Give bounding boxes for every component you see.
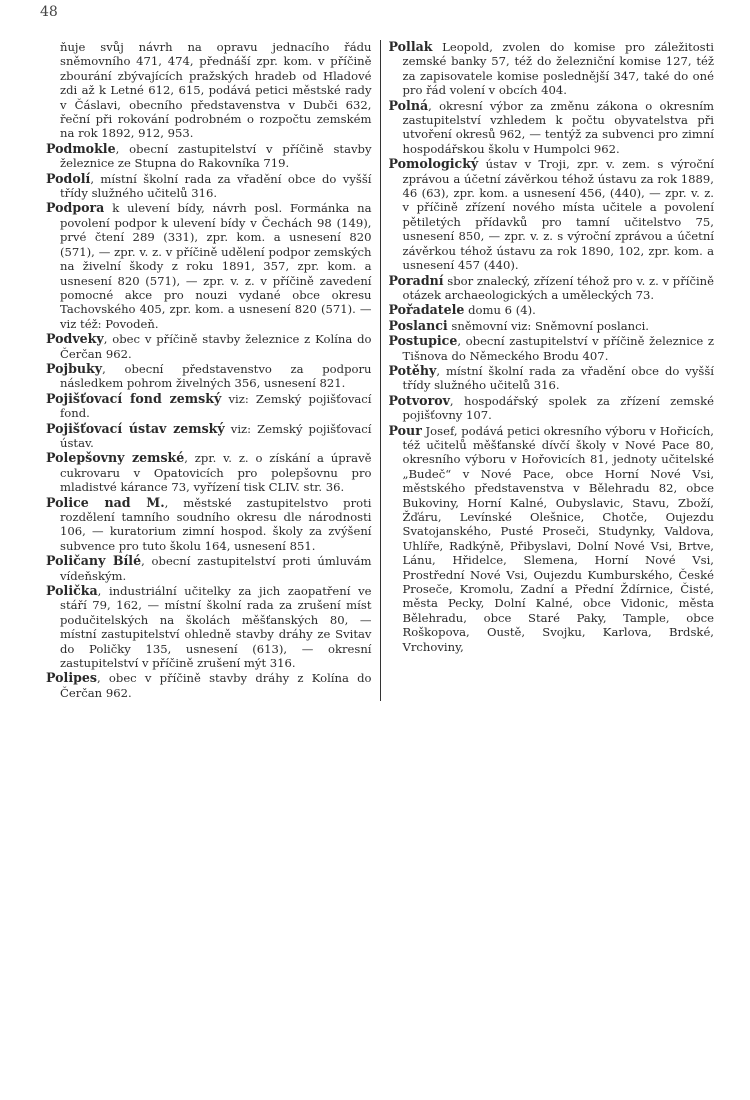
index-entry (389, 319, 715, 333)
entry-headword: Podmokle (46, 140, 116, 156)
entry-headword: Podveky (46, 331, 104, 347)
entry-headword: Potěhy (388, 362, 437, 378)
entry-text: , hospodářský spolek za zřízení zemské pojišťovny 107. (402, 393, 714, 423)
index-entry (46, 584, 372, 670)
entry-headword: Podolí (46, 170, 91, 186)
index-entry (389, 334, 715, 363)
entry-text: domu 6 (4). (464, 303, 536, 318)
index-entry (46, 142, 372, 171)
entry-headword: Pojišťovací fond zemský (46, 390, 222, 406)
entry-headword: Pojbuky (46, 360, 103, 376)
index-columns (40, 40, 720, 701)
entry-text: , obecní zastupitelství v příčině železnice z Tišnova do Německého Brodu 407. (402, 334, 714, 363)
index-entry (46, 451, 372, 494)
entry-text: ústav v Troji, zpr. v. zem. s výroční zprávou a účetní závěrkou téhož ústavu za rok 1889, 46 (63), zpr. kom. a usnesení 456, (440), — zpr. v. z. v příčině zřízení nového místa učitele a povolení pětiletých přídavků pro tamní učitelstvo 75, usnesení 850, — zpr. v. z. s výroční zprávou a účetní závěrkou téhož ústavu za rok 1890, 102, zpr. kom. a usnesení 457 (440). (402, 157, 714, 273)
entry-text: , industriální učitelky za jich zaopatření ve stáří 79, 162, — místní školní rada za zrušení míst podučitelských na školách měšťanských 80, — místní zastupitelství ohledně stavby dráhy ze Svitav do Poličky 135, usnesení (613), — okresní zastupitelství v příčině zrušení mýt 316. (60, 584, 372, 671)
entry-headword: Polička (46, 583, 98, 599)
index-entry (46, 392, 372, 421)
entry-text: , obec v příčině stavby dráhy z Kolína do Čerčan 962. (60, 671, 372, 700)
entry-headword: Police nad M. (46, 494, 165, 510)
index-entry (46, 332, 372, 361)
entry-text: , obec v příčině stavby železnice z Kolína do Čerčan 962. (60, 332, 372, 361)
index-entry (389, 424, 715, 655)
entry-text: , obecní zastupitelství proti úmluvám vídeňským. (60, 554, 372, 583)
entry-headword: Poličany Bílé (46, 553, 142, 569)
index-entry (46, 671, 372, 700)
entry-text: , místní školní rada za vřadění obce do vyšší třídy služného učitelů 316. (60, 171, 372, 201)
entry-text: viz: Zemský pojišťovací fond. (60, 391, 372, 421)
index-entry (46, 40, 372, 141)
index-entry (46, 422, 372, 451)
entry-headword: Polipes (46, 670, 98, 686)
entry-headword: Pojišťovací ústav zemský (46, 420, 225, 436)
index-entry (389, 99, 715, 157)
entry-text: sbor znalecký, zřízení téhož pro v. z. v příčině otázek archaeologických a uměleckých 73. (402, 273, 714, 302)
entry-headword: Potvorov (388, 392, 450, 408)
entry-headword: Pour (388, 422, 422, 438)
index-entry (46, 362, 372, 391)
index-entry (389, 274, 715, 303)
entry-text: , obecní zastupitelství v příčině stavby železnice ze Stupna do Rakovníka 719. (60, 141, 372, 171)
entry-headword: Poslanci (388, 317, 448, 333)
entry-text: , obecní představenstvo za podporu následkem pohrom živelných 356, usnesení 821. (60, 361, 372, 391)
index-entry (389, 40, 715, 98)
index-entry (389, 364, 715, 393)
entry-text: sněmovní viz: Sněmovní poslanci. (447, 318, 649, 333)
entry-text: k ulevení bídy, návrh posl. Formánka na povolení podpor k ulevení bídy v Čechách 98 (149), prvé čtení 289 (331), zpr. kom. a usnesení 820 (571), — zpr. v. z. v příčině udělení podpor zemských na živelní škody z roku 1891, 357, zpr. kom. a usnesení 820 (571), — zpr. v. z. v příčině zavedení pomocné akce pro nouzi vydané obce okresu Tachovského 405, zpr. kom. a usnesení 820 (571). — viz též: Povodeň. (60, 201, 372, 331)
index-entry (46, 554, 372, 583)
index-entry (46, 201, 372, 331)
index-entry (389, 157, 715, 272)
entry-text: , místní školní rada za vřadění obce do vyšší třídy služného učitelů 316. (402, 363, 714, 393)
left-column (40, 40, 380, 701)
entry-headword: Poradní (388, 272, 444, 288)
entry-text: Josef, podává petici okresního výboru v Hořicích, též učitelů měšťanské dívčí školy v Nové Pace 80, okresního výboru v Hořovicích 81, jednoty učitelské „Budeč“ v Nové Pace, obce Horní Nové Vsi, městského představenstva v Bělehradu 82, obce Bukoviny, Horní Kalné, Oubyslavic, Stavu, Zboží, Žďáru, Levínské Olešnice, Chotče, Oujezdu Svatojanského, Pusté Proseči, Studynky, Valdova, Uhlíře, Radkýně, Přibyslavi, Dolní Nové Vsi, Brtve, Lánu, Hřidelce, Slemena, Horní Nové Vsi, Prostřední Nové Vsi, Oujezdu Kumburského, České Proseče, Kromolu, Zadní a Přední Ždírnice, Čisté, města Pecky, Dolní Kalné, obce Vidonic, města Bělehradu, obce Staré Paky, Tample, obce Roškopova, Oustě, Svojku, Karlova, Brdské, Vrchoviny, (402, 423, 714, 654)
entry-headword: Pollak (388, 39, 433, 54)
index-entry (46, 172, 372, 201)
entry-headword: Polná (388, 97, 429, 113)
entry-text: , městské zastupitelstvo proti rozdělení tamního soudního okresu dle národnosti 106, — kuratorium zimní hospod. školy za zvýšení subvence pro tuto školu 164, usnesení 851. (60, 495, 372, 553)
right-column (380, 40, 721, 701)
entry-text: viz: Zemský pojišťovací ústav. (60, 421, 372, 450)
entry-headword: Pořadatele (388, 302, 465, 318)
index-entry (389, 394, 715, 423)
entry-headword: Postupice (388, 333, 458, 349)
entry-headword: Polepšovny zemské (46, 450, 185, 466)
entry-text: , zpr. v. z. o získání a úpravě cukrovaru v Opatovicích pro polepšovnu pro mladistvé kárance 73, vyřízení tisk CLIV. str. 36. (60, 451, 372, 495)
entry-headword: Pomologický (388, 156, 479, 172)
entry-text: ňuje svůj návrh na opravu jednacího řádu sněmovního 471, 474, přednáší zpr. kom. v příčině zbourání zbývajících pražských hradeb od Hladové zdi až k Letné 612, 615, podává petici městské rady v Čáslavi, obecního představenstva v Dubči 632, řeční při rokování podrobném o rozpočtu zemském na rok 1892, 912, 953. (60, 40, 372, 141)
page-number: 48 (40, 4, 58, 20)
entry-text: Leopold, zvolen do komise pro záležitosti zemské banky 57, též do železniční komise 127, též za zapisovatele komise poslednější 347, také do oné pro řád volení v obcích 404. (402, 40, 714, 98)
entry-text: , okresní výbor za změnu zákona o okresním zastupitelství vzhledem k počtu obyvatelstva při utvoření okresů 962, — tentýž za subvenci pro zimní hospodářskou školu v Humpolci 962. (402, 98, 714, 156)
index-entry (46, 496, 372, 554)
entry-headword: Podpora (46, 200, 105, 216)
index-entry (389, 303, 715, 317)
